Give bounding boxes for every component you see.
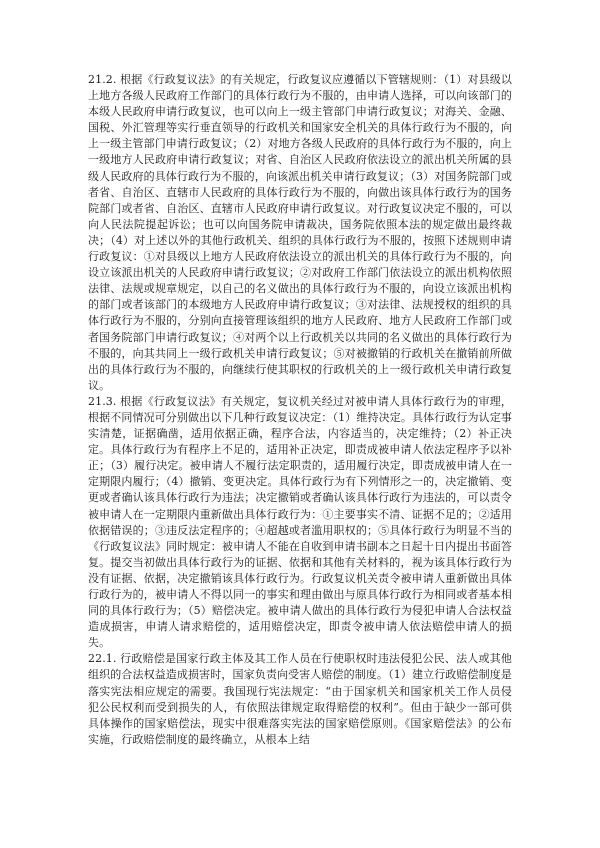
- paragraph-21-3: 21.3. 根据《行政复议法》有关规定，复议机关经过对被申请人具体行政行为的审理，根据不同情况可分别做出以下几种行政复议决定：（1）维持决定。具体行政行为认定事实清楚，证据确凿，适用依据正确，程序合法，内容适当的，决定维持；（2）补正决定。具体行政行为有程序上不足的，适用补正决定，即责成被申请人依法定程序予以补正；（3）履行决定。被申请人不履行法定职责的，适用履行决定，即责成被申请人在一定期限内履行；（4）撤销、变更决定。具体行政行为有下列情形之一的，决定撤销、变更或者确认该具体行政行为违法；决定撤销或者确认该具体行政行为违法的，可以责令被申请人在一定期限内重新做出具体行政行为：①主要事实不清、证据不足的；②适用依据错误的；③违反法定程序的；④超越或者滥用职权的；⑤具体行政行为明显不当的《行政复议法》同时规定：被申请人不能在自收到申请书副本之日起十日内提出书面答复。提交当初做出具体行政行为的证据、依据和其他有关材料的，视为该具体行政行为没有证据、依据，决定撤销该具体行政行为。行政复议机关责令被申请人重新做出具体行政行为的，被申请人不得以同一的事实和理由做出与原具体行政行为相同或者基本相同的具体行政行为；（5）赔偿决定。被申请人做出的具体行政行为侵犯申请人合法权益造成损害，申请人请求赔偿的，适用赔偿决定，即责令被申请人依法赔偿申请人的损失。: [88, 394, 512, 650]
- paragraph-21-2: 21.2. 根据《行政复议法》的有关规定，行政复议应遵循以下管辖规则：（1）对县级以上地方各级人民政府工作部门的具体行政行为不服的，由申请人选择，可以向该部门的本级人民政府申请行政复议，也可以向上一级主管部门申请行政复议；对海关、金融、国税、外汇管理等实行垂直领导的行政机关和国家安全机关的具体行政行为不服的，向上一级主管部门申请行政复议；（2）对地方各级人民政府的具体行政行为不服的，向上一级地方人民政府申请行政复议；对省、自治区人民政府依法设立的派出机关所属的县级人民政府的具体行政行为不服的，向该派出机关申请行政复议；（3）对国务院部门或者省、自治区、直辖市人民政府的具体行政行为不服的，向做出该具体行政行为的国务院部门或者省、自治区、直辖市人民政府申请行政复议。对行政复议决定不服的，可以向人民法院提起诉讼；也可以向国务院申请裁决，国务院依照本法的规定做出最终裁决；（4）对上述以外的其他行政机关、组织的具体行政行为不服的，按照下述规则申请行政复议：①对县级以上地方人民政府依法设立的派出机关的具体行政行为不服的，向设立该派出机关的人民政府申请行政复议；②对政府工作部门依法设立的派出机构依照法律、法规或规章规定，以自己的名义做出的具体行政行为不服的，向设立该派出机构的部门或者该部门的本级地方人民政府申请行政复议；③对法律、法规授权的组织的具体行政行为不服的，分别向直接管理该组织的地方人民政府、地方人民政府工作部门或者国务院部门申请行政复议；④对两个以上行政机关以共同的名义做出的具体行政行为不服的，向其共同上一级行政机关申请行政复议；⑤对被撤销的行政机关在撤销前所做出的具体行政行为不服的，向继续行使其职权的行政机关的上一级行政机关申请行政复议。: [88, 73, 512, 392]
- paragraph-22-1: 22.1. 行政赔偿是国家行政主体及其工作人员在行使职权时违法侵犯公民、法人或其他组织的合法权益造成损害时，国家负责向受害人赔偿的制度。（1）建立行政赔偿制度是落实宪法相应规定的需要。我国现行宪法规定：“由于国家机关和国家机关工作人员侵犯公民权利而受到损失的人，有依照法律规定取得赔偿的权利”。但由于缺少一部可供具体操作的国家赔偿法，现实中很难落实宪法的国家赔偿原则。《国家赔偿法》的公布实施，行政赔偿制度的最终确立，从根本上结: [88, 652, 512, 746]
